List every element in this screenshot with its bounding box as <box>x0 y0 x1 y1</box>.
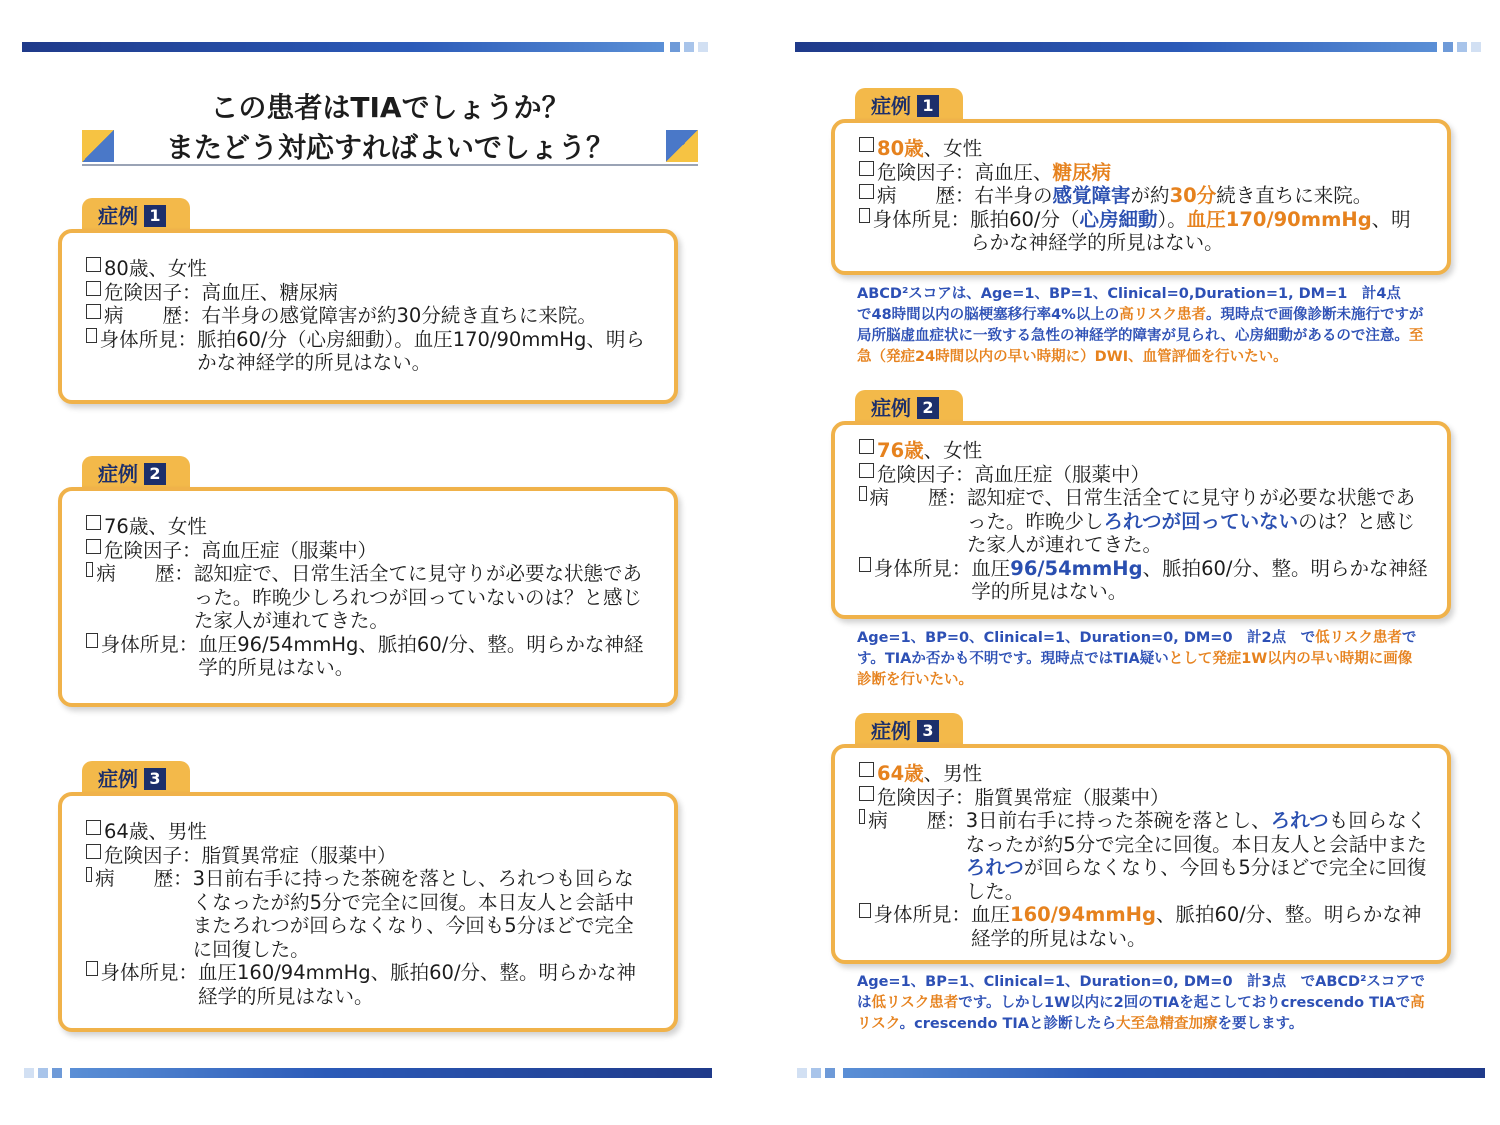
bar-square <box>811 1068 821 1078</box>
text-segment: 高血圧、 <box>974 160 1053 184</box>
case-row <box>859 786 1429 810</box>
comment-segment: 高リスク患者 <box>1119 307 1207 323</box>
row-value <box>877 762 982 786</box>
case-row <box>86 257 646 281</box>
text-segment: が約 <box>1130 184 1170 207</box>
row-label: 危険因子： <box>104 538 202 562</box>
checkbox <box>859 557 871 572</box>
checkbox <box>859 208 870 223</box>
row-value <box>975 161 1112 185</box>
row-label: 危険因子： <box>104 280 202 304</box>
case-rows <box>859 137 1429 255</box>
case-box-3 <box>831 744 1451 964</box>
row-value: 脂質異常症（服薬中） <box>201 843 397 867</box>
case-comment-3 <box>857 972 1425 1035</box>
text-segment: ろれつ <box>965 856 1024 879</box>
text-segment: 、男性 <box>923 762 983 785</box>
text-segment: 、女性 <box>923 439 983 462</box>
checkbox <box>86 328 97 343</box>
text-segment: 血圧170/90mmHg <box>1186 207 1372 231</box>
case-row <box>86 820 646 844</box>
heading-underline <box>82 164 698 166</box>
text-segment: 3日前右手に持った茶碗を落とし、 <box>965 809 1271 832</box>
case-box-3 <box>58 792 678 1032</box>
bar-square <box>698 42 708 52</box>
row-value <box>975 786 1170 810</box>
case-row <box>859 486 1429 557</box>
comment-segment: 至急（発症24時間以内の早い時期に）DWI、血管評価を行いたい。 <box>857 328 1424 365</box>
row-label: 身体所見： <box>873 903 972 926</box>
checkbox <box>86 867 92 882</box>
comment-segment: 。crescendo TIAと診断したら <box>899 1016 1117 1032</box>
row-label: 危険因子： <box>104 843 202 867</box>
row-value <box>971 903 1429 950</box>
tab-label: 症例 <box>871 719 911 743</box>
case-row <box>86 562 646 633</box>
case-rows <box>86 515 646 680</box>
text-segment: 右半身の <box>974 184 1053 207</box>
row-label: 80歳、女性 <box>104 257 207 280</box>
checkbox <box>86 820 101 835</box>
bottom-bar <box>843 1068 1485 1078</box>
checkbox <box>86 961 98 976</box>
tab-number: 3 <box>144 768 166 790</box>
row-value <box>975 463 1151 487</box>
tab-number: 3 <box>917 720 939 742</box>
text-segment: 96/54mmHg <box>1010 556 1143 580</box>
case-row <box>86 867 646 961</box>
case-tab-3 <box>82 761 190 795</box>
case-tab-3 <box>855 713 963 747</box>
row-label: 病 歴： <box>868 809 966 832</box>
row-value <box>970 208 1429 255</box>
tab-number: 1 <box>144 205 166 227</box>
heading-line-2: またどう対応すればよいでしょう？ <box>165 131 614 164</box>
row-value <box>877 137 982 161</box>
case-tab-1 <box>855 88 963 122</box>
case-row <box>86 304 646 328</box>
bar-square <box>38 1068 48 1078</box>
bar-square <box>684 42 694 52</box>
case-row <box>86 539 646 563</box>
comment-segment: を要します。 <box>1217 1016 1304 1032</box>
case-rows <box>859 439 1429 604</box>
row-label: 64歳、男性 <box>104 820 207 843</box>
top-bar <box>795 42 1437 52</box>
page-heading <box>82 88 698 168</box>
comment-segment: 。現時点で画像診断未施行ですが局所脳虚血症状に一致する急性の神経学的障害が見られ、心房細動があるので注意。 <box>857 307 1424 344</box>
tab-number: 2 <box>917 397 939 419</box>
text-segment: 感覚障害 <box>1052 184 1131 207</box>
case-row <box>859 463 1429 487</box>
case-row <box>86 328 646 375</box>
case-box-2 <box>831 421 1451 619</box>
comment-segment: Age=1、BP=0、Clinical=1、Duration=0, DM=0 計2点 で <box>857 630 1316 646</box>
comment-segment: として発症1W以内の早い時期に画像診断を行いたい。 <box>857 651 1413 688</box>
tab-label: 症例 <box>98 767 138 791</box>
row-label: 身体所見： <box>100 961 199 984</box>
bar-square <box>670 42 680 52</box>
comment-segment: 大至急精査加療 <box>1116 1016 1218 1032</box>
case-row <box>859 439 1429 463</box>
checkbox <box>86 281 101 296</box>
row-label: 危険因子： <box>877 462 975 486</box>
row-value: 高血圧症（服薬中） <box>201 538 378 562</box>
comment-segment: 低リスク患者 <box>1315 630 1402 646</box>
text-segment: が回らなくなり、今回も5分ほどで完全に回復した。 <box>965 856 1427 903</box>
case-row <box>859 137 1429 161</box>
row-value: 認知症で、日常生活全てに見守りが必要な状態であった。昨晩少しろれつが回っていないのは？と感じた家人が連れてきた。 <box>193 562 643 632</box>
text-segment: のは？と感じた家人が連れてきた。 <box>967 509 1416 556</box>
text-segment: 認知症で、日常生活全てに見守りが必要な状態であった。昨晩少し <box>967 486 1416 533</box>
case-row <box>86 961 646 1008</box>
checkbox <box>859 809 865 824</box>
case-row <box>859 903 1429 950</box>
checkbox <box>859 439 874 454</box>
bottom-bar <box>70 1068 712 1078</box>
case-row <box>86 633 646 680</box>
case-row <box>86 281 646 305</box>
checkbox <box>859 903 871 918</box>
text-segment: ろれつ <box>1270 809 1329 832</box>
checkbox <box>859 161 874 176</box>
case-row <box>86 515 646 539</box>
row-value <box>966 809 1429 903</box>
bar-square <box>797 1068 807 1078</box>
row-label: 身体所見： <box>99 327 198 351</box>
case-box-1 <box>58 229 678 404</box>
row-value <box>971 557 1429 604</box>
text-segment: 脂質異常症（服薬中） <box>974 785 1170 809</box>
row-value: 3日前右手に持った茶碗を落とし、ろれつも回らなくなったが約5分で完全に回復。本日友人と会話中またろれつが回らなくなり、今回も5分ほどで完全に回復した。 <box>192 867 635 961</box>
right-page <box>795 0 1487 1115</box>
checkbox <box>86 304 101 319</box>
row-label: 身体所見： <box>873 556 972 580</box>
comment-segment: ABCD²スコアは、Age=1、BP=1、Clinical=0,Duration=1, DM=1 計4点 で48時間以内の脳梗塞移行率4%以上の <box>857 286 1416 323</box>
row-value: 脈拍60/分（心房細動）。血圧170/90mmHg、明らかな神経学的所見はない。 <box>197 327 645 374</box>
checkbox <box>859 184 874 199</box>
bar-square <box>825 1068 835 1078</box>
case-row <box>859 809 1429 903</box>
row-value: 血圧160/94mmHg、脈拍60/分、整。明らかな神経学的所見はない。 <box>198 961 637 1008</box>
row-value: 血圧96/54mmHg、脈拍60/分、整。明らかな神経学的所見はない。 <box>198 632 644 679</box>
text-segment: 、明らかな神経学的所見はない。 <box>970 207 1411 254</box>
text-segment: 160/94mmHg <box>1010 903 1156 926</box>
row-label: 身体所見： <box>872 207 971 231</box>
row-label: 病 歴： <box>869 486 968 509</box>
case-row <box>859 762 1429 786</box>
text-segment: ろれつが回っていない <box>1103 509 1299 533</box>
text-segment: 血圧 <box>971 556 1011 580</box>
case-comment-1 <box>857 284 1425 368</box>
top-bar <box>22 42 664 52</box>
case-comment-2 <box>857 628 1425 691</box>
row-value <box>877 439 982 463</box>
text-segment: 心房細動 <box>1079 207 1158 231</box>
checkbox <box>859 463 874 478</box>
text-segment: 血圧 <box>971 903 1011 926</box>
checkbox <box>86 633 98 648</box>
heading-line-1: この患者はTIAでしょうか？ <box>210 91 570 124</box>
text-segment: 、女性 <box>923 137 983 160</box>
case-rows <box>859 762 1429 950</box>
row-value: 高血圧、糖尿病 <box>201 280 339 304</box>
text-segment: 、脈拍60/分、整。明らかな神経学的所見はない。 <box>971 556 1428 603</box>
row-label: 病 歴： <box>877 184 975 207</box>
text-segment: ）。 <box>1157 207 1187 231</box>
row-label: 身体所見： <box>100 632 199 656</box>
text-segment: 高血圧症（服薬中） <box>974 462 1151 486</box>
case-box-2 <box>58 487 678 707</box>
bar-square <box>1471 42 1481 52</box>
bar-square <box>24 1068 34 1078</box>
tab-number: 2 <box>144 463 166 485</box>
row-value <box>975 184 1373 208</box>
comment-segment: です。しかし1W以内に2回のTIAを起こしておりcrescendo TIAで <box>958 995 1411 1011</box>
bar-square <box>1457 42 1467 52</box>
row-label: 病 歴： <box>95 867 193 890</box>
text-segment: 脈拍60/分（ <box>970 207 1080 231</box>
row-value <box>967 486 1429 557</box>
bar-square <box>1443 42 1453 52</box>
text-segment: 糖尿病 <box>1052 160 1112 184</box>
case-row <box>859 557 1429 604</box>
bar-square <box>52 1068 62 1078</box>
tab-label: 症例 <box>871 396 911 420</box>
row-label: 病 歴： <box>104 304 202 327</box>
case-row <box>859 161 1429 185</box>
tab-label: 症例 <box>98 204 138 228</box>
comment-segment: です。TIAか否かも不明です。現時点ではTIA疑い <box>857 630 1417 667</box>
checkbox <box>86 844 101 859</box>
checkbox <box>859 786 874 801</box>
tab-number: 1 <box>917 95 939 117</box>
case-row <box>859 184 1429 208</box>
text-segment: 76歳 <box>877 439 924 462</box>
tab-label: 症例 <box>871 94 911 118</box>
checkbox <box>859 486 867 501</box>
comment-segment: 高リスク <box>857 995 1425 1032</box>
checkbox <box>86 562 93 577</box>
text-segment: 、脈拍60/分、整。明らかな神経学的所見はない。 <box>971 903 1422 950</box>
row-label: 危険因子： <box>877 785 975 809</box>
case-tab-1 <box>82 198 190 232</box>
text-segment: 64歳 <box>877 762 924 785</box>
case-tab-2 <box>855 390 963 424</box>
case-rows <box>86 257 646 375</box>
checkbox <box>86 539 101 554</box>
case-row <box>86 844 646 868</box>
text-segment: も回らなくなったが約5分で完全に回復。本日友人と会話中また <box>965 809 1427 856</box>
row-value: 右半身の感覚障害が約30分続き直ちに来院。 <box>201 304 597 327</box>
tab-label: 症例 <box>98 462 138 486</box>
text-segment: 続き直ちに来院。 <box>1216 184 1373 207</box>
checkbox <box>859 137 874 152</box>
row-label: 危険因子： <box>877 160 975 184</box>
case-row <box>859 208 1429 255</box>
text-segment: 30分 <box>1169 184 1217 207</box>
case-box-1 <box>831 119 1451 275</box>
comment-segment: Age=1、BP=1、Clinical=1、Duration=0, DM=0 計3点 でABCD²スコアでは <box>857 974 1425 1011</box>
case-tab-2 <box>82 456 190 490</box>
checkbox <box>86 515 101 530</box>
checkbox <box>86 257 101 272</box>
case-rows <box>86 820 646 1008</box>
row-label: 76歳、女性 <box>104 515 207 538</box>
left-page <box>22 0 714 1115</box>
checkbox <box>859 762 874 777</box>
text-segment: 80歳 <box>877 137 924 160</box>
row-label: 病 歴： <box>96 562 194 585</box>
comment-segment: 低リスク患者 <box>871 995 959 1011</box>
